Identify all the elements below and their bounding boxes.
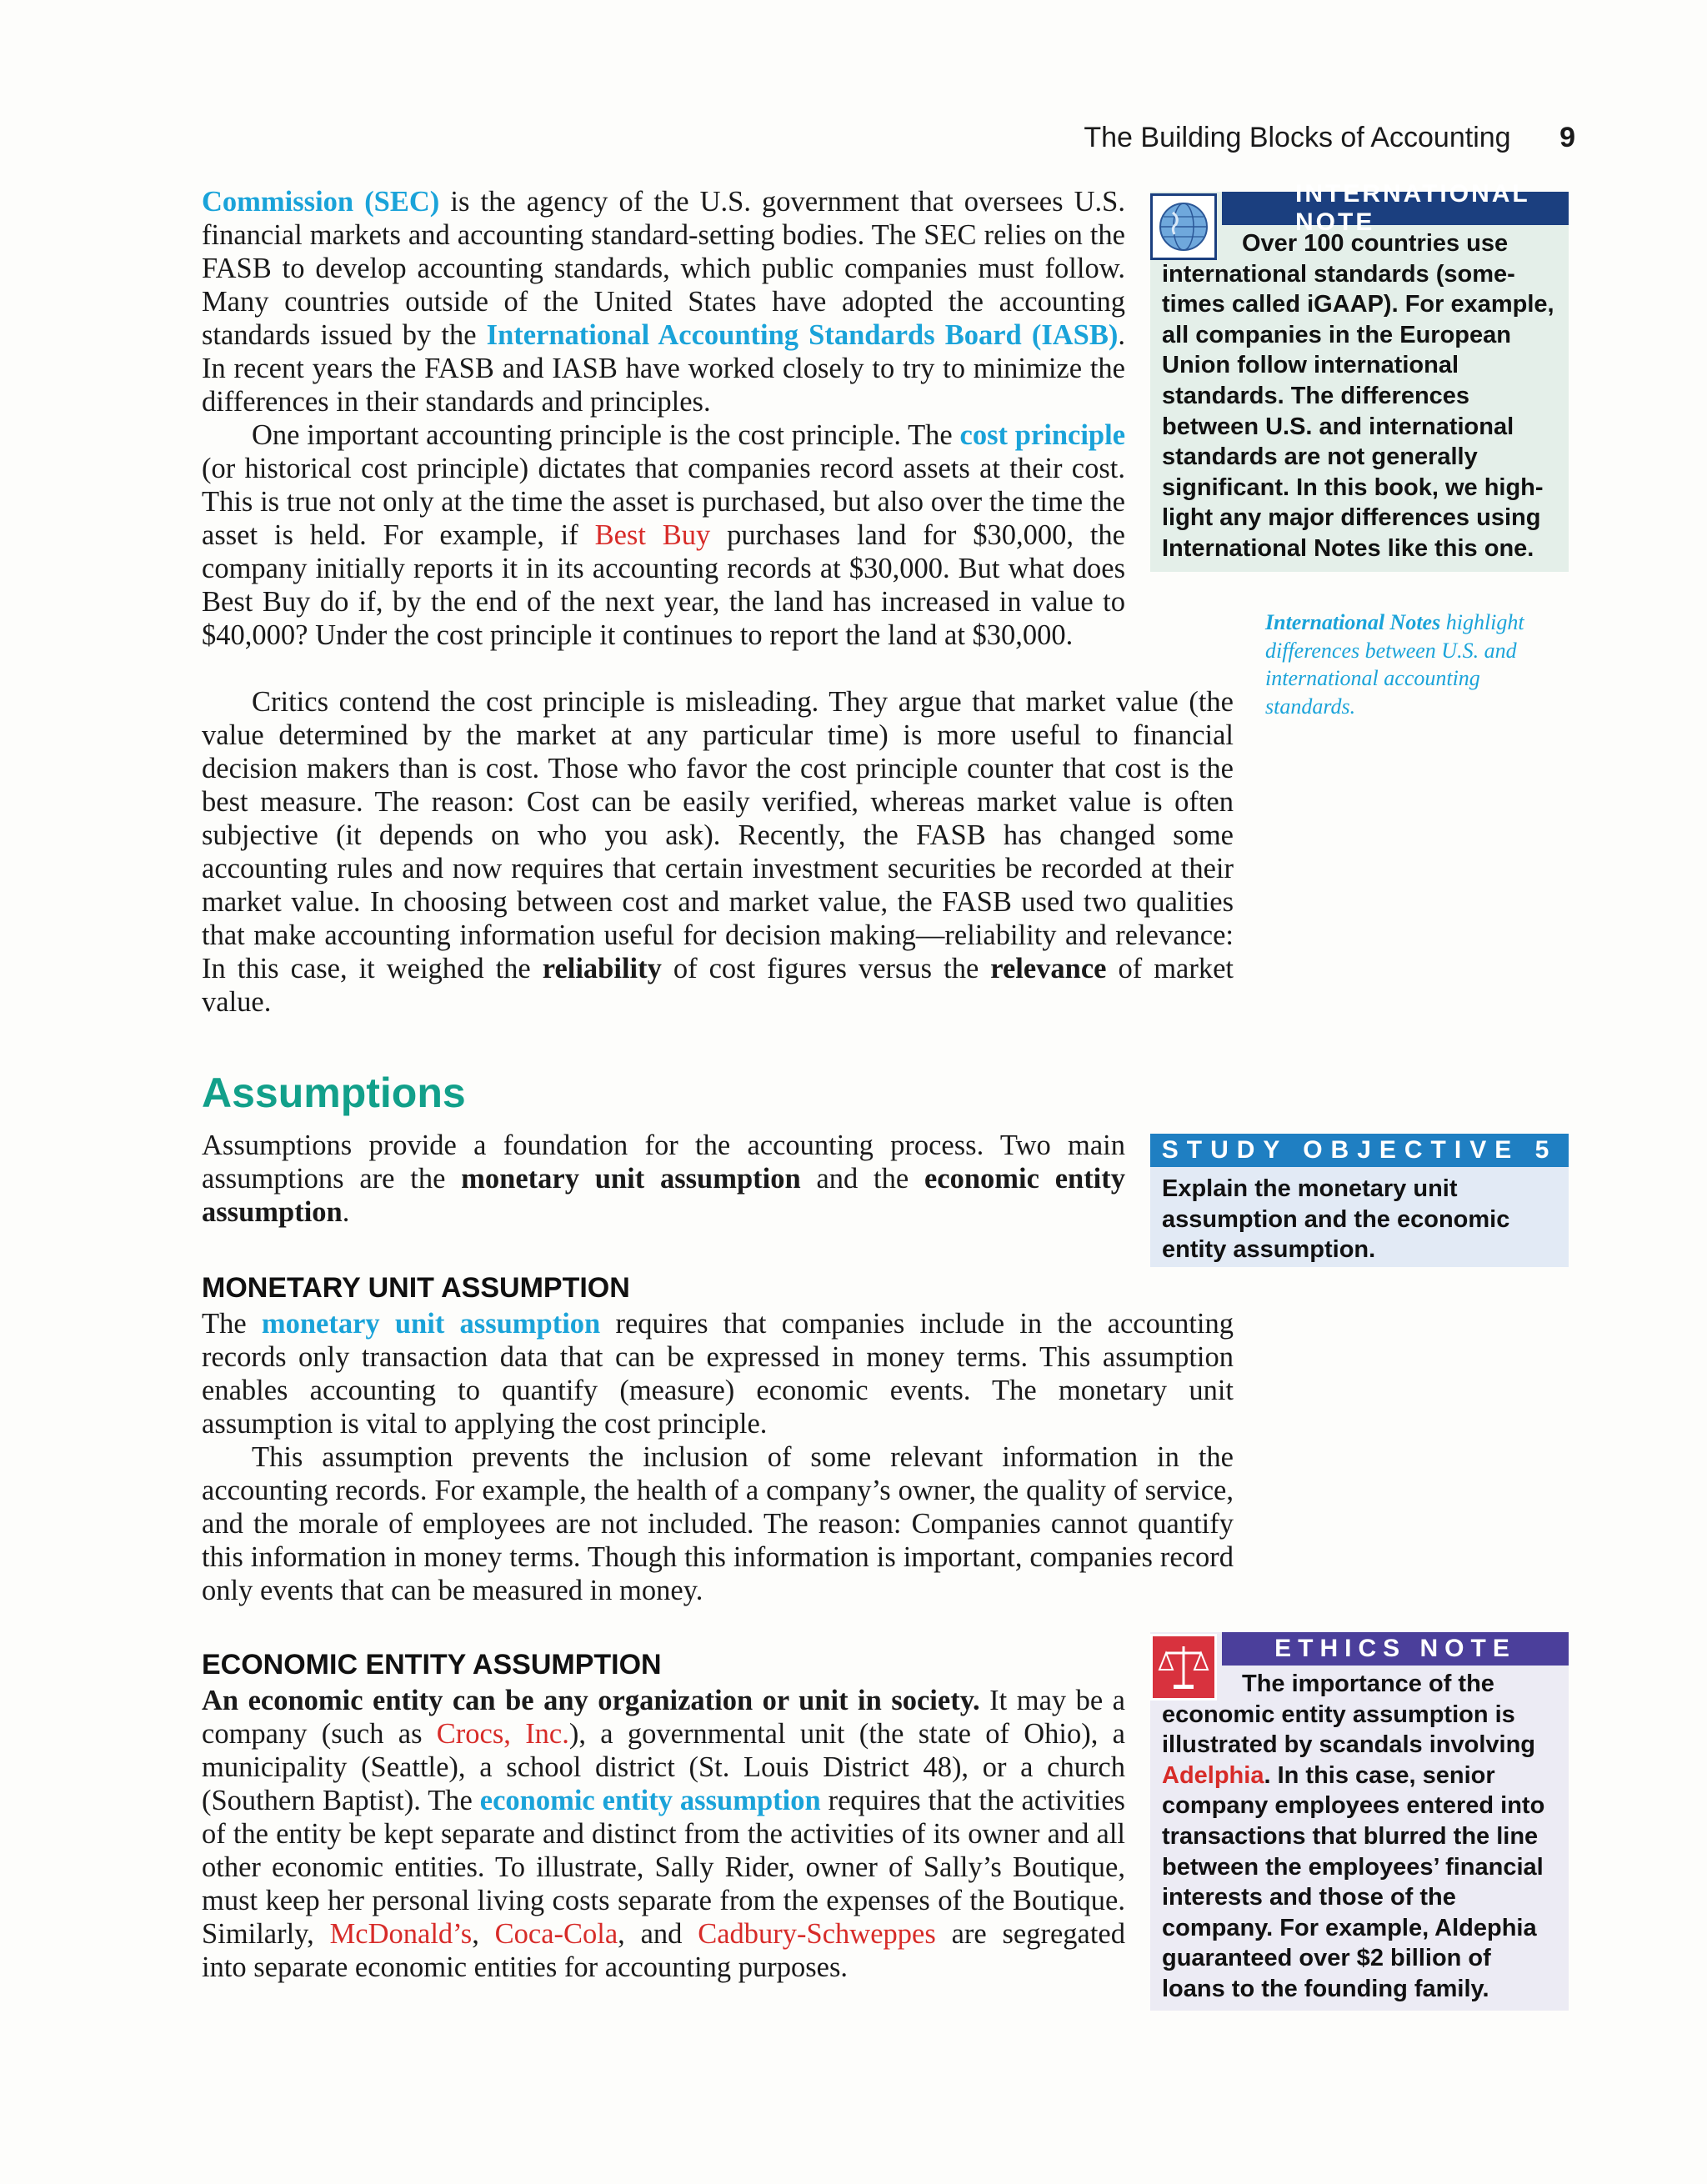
running-head <box>1084 122 1575 154</box>
term-economic-entity: economic entity assumption <box>479 1785 821 1816</box>
page-number: 9 <box>1559 122 1575 153</box>
company-best-buy: Best Buy <box>594 519 711 551</box>
paragraph-sec: Commission (SEC) is the agency of the U.S. government that oversees U.S. financial markets and accounting standard-setting bodies. The SEC relies on the FASB to develop accounting standards, which public companies must follow. Many countries outside of the United States have adopted the accounting standards issued by the International Accounting Standards Board (IASB). In recent years the FASB and IASB have worked closely to try to minimize the differences in their standards and principles. <box>202 186 1125 418</box>
company-cadbury: Cadbury-Schweppes <box>698 1918 936 1950</box>
paragraph-economic-entity: An economic entity can be any organization or unit in society. It may be a company (such as Crocs, Inc.), a governmental unit (the state of Ohio), a municipality (Seattle), a school district (St. Louis District 48), or a church (Southern Baptist). The economic entity assumption requires that the activities of the entity be kept separate and distinct from the activities of its owner and all other economic entities. To illustrate, Sally Rider, owner of Sally’s Boutique, must keep her personal living costs separate from the expenses of the Boutique. Similarly, McDonald’s, Coca-Cola, and Cadbury-Schweppes are segregated into separate economic entities for accounting purposes. <box>202 1685 1125 1983</box>
term-cost-principle: cost principle <box>959 419 1126 451</box>
paragraph-assumptions: Assumptions provide a foundation for the accounting process. Two main assumptions are the monetary unit assumption and the economic entity assumption. <box>202 1130 1126 1228</box>
paragraph-cost-principle-narrow: One important accounting principle is the cost principle. The cost principle (or historical cost principle) dictates that companies record assets at their cost. This is true not only at the time the asset is purchased, but also over the time the asset is held. For example, if Best Buy purchases land for $30,000, the company initially reports it in its accounting records at $30,000. But what does Best Buy do if, by the end of the next year, the land has increased in value to $40,000? Under the cost principle it continues to report the land at $30,000. <box>202 419 1126 651</box>
international-note-box <box>1150 180 1569 572</box>
ethics-note-label: ETHICS NOTE <box>1222 1632 1569 1666</box>
company-crocs: Crocs, Inc. <box>436 1718 569 1750</box>
running-head-title: The Building Blocks of Accounting <box>1084 122 1511 153</box>
paragraph-monetary-1: The monetary unit assumption requires that companies include in the accounting records only transaction data that can be expressed in money terms. This assumption enables accounting to quantify (measure) economic events. The monetary unit assumption is vital to applying the cost principle. <box>202 1308 1234 1440</box>
term-sec: Commission (SEC) <box>202 186 440 218</box>
paragraph-critics: Critics contend the cost principle is misleading. They argue that market value (the value determined by the market at any particular time) is more useful to financial decision makers than is cost. Those who favor the cost principle counter that cost is the best measure. The reason: Cost can be easily verified, whereas market value is often subjective (it depends on who you ask). Recently, the FASB has changed some accounting rules and now requires that certain investment securities be recorded at their market value. In choosing between cost and market value, the FASB used two qualities that make accounting information useful for decision making—reliability and relevance: In this case, it weighed the reliability of cost figures versus the relevance of market value. <box>202 686 1234 1018</box>
study-objective-box <box>1150 1134 1569 1267</box>
company-mcdonalds: McDonald’s <box>329 1918 473 1950</box>
company-adelphia: Adelphia <box>1162 1761 1264 1789</box>
section-heading-assumptions: Assumptions <box>202 1069 466 1116</box>
margin-note: International Notes highlight differences between U.S. and international accounting standards. <box>1265 610 1524 719</box>
study-objective-label: STUDY OBJECTIVE 5 <box>1150 1134 1569 1167</box>
company-coca-cola: Coca-Cola <box>494 1918 618 1950</box>
term-monetary-unit: monetary unit assumption <box>261 1308 601 1340</box>
paragraph-monetary-2: This assumption prevents the inclusion of some relevant information in the accounting records. For example, the health of a company’s owner, the quality of service, and the morale of employees are not included. The reason: Companies cannot quantify this information in money terms. Though this information is important, companies record only events that can be measured in money. <box>202 1441 1234 1606</box>
ethics-note-text: The importance of the economic entity assumption is illustrated by scandals involving Adelphia. In this case, senior company employees entered into transactions that blurred the line between the employees’ financial interests and those of the company. For example, Aldephia guaranteed over $2 billion of loans to the founding family. <box>1162 1671 1545 2002</box>
ethics-note-box <box>1150 1632 1569 2011</box>
subheading-economic-entity: ECONOMIC ENTITY ASSUMPTION <box>202 1649 662 1681</box>
international-note-label: INTERNATIONAL NOTE <box>1222 192 1569 225</box>
study-objective-text: Explain the monetary unit assumption and the economic entity assumption. <box>1162 1175 1510 1264</box>
term-iasb: International Accounting Standards Board (IASB) <box>486 319 1119 351</box>
international-note-text: Over 100 countries use international standards (sometimes called iGAAP). For example, all companies in the European Union follow international standards. The differences between U.S. and international standards are not generally significant. In this book, we highlight any major differences using International Notes like this one. <box>1162 230 1554 562</box>
subheading-monetary-unit: MONETARY UNIT ASSUMPTION <box>202 1272 630 1304</box>
